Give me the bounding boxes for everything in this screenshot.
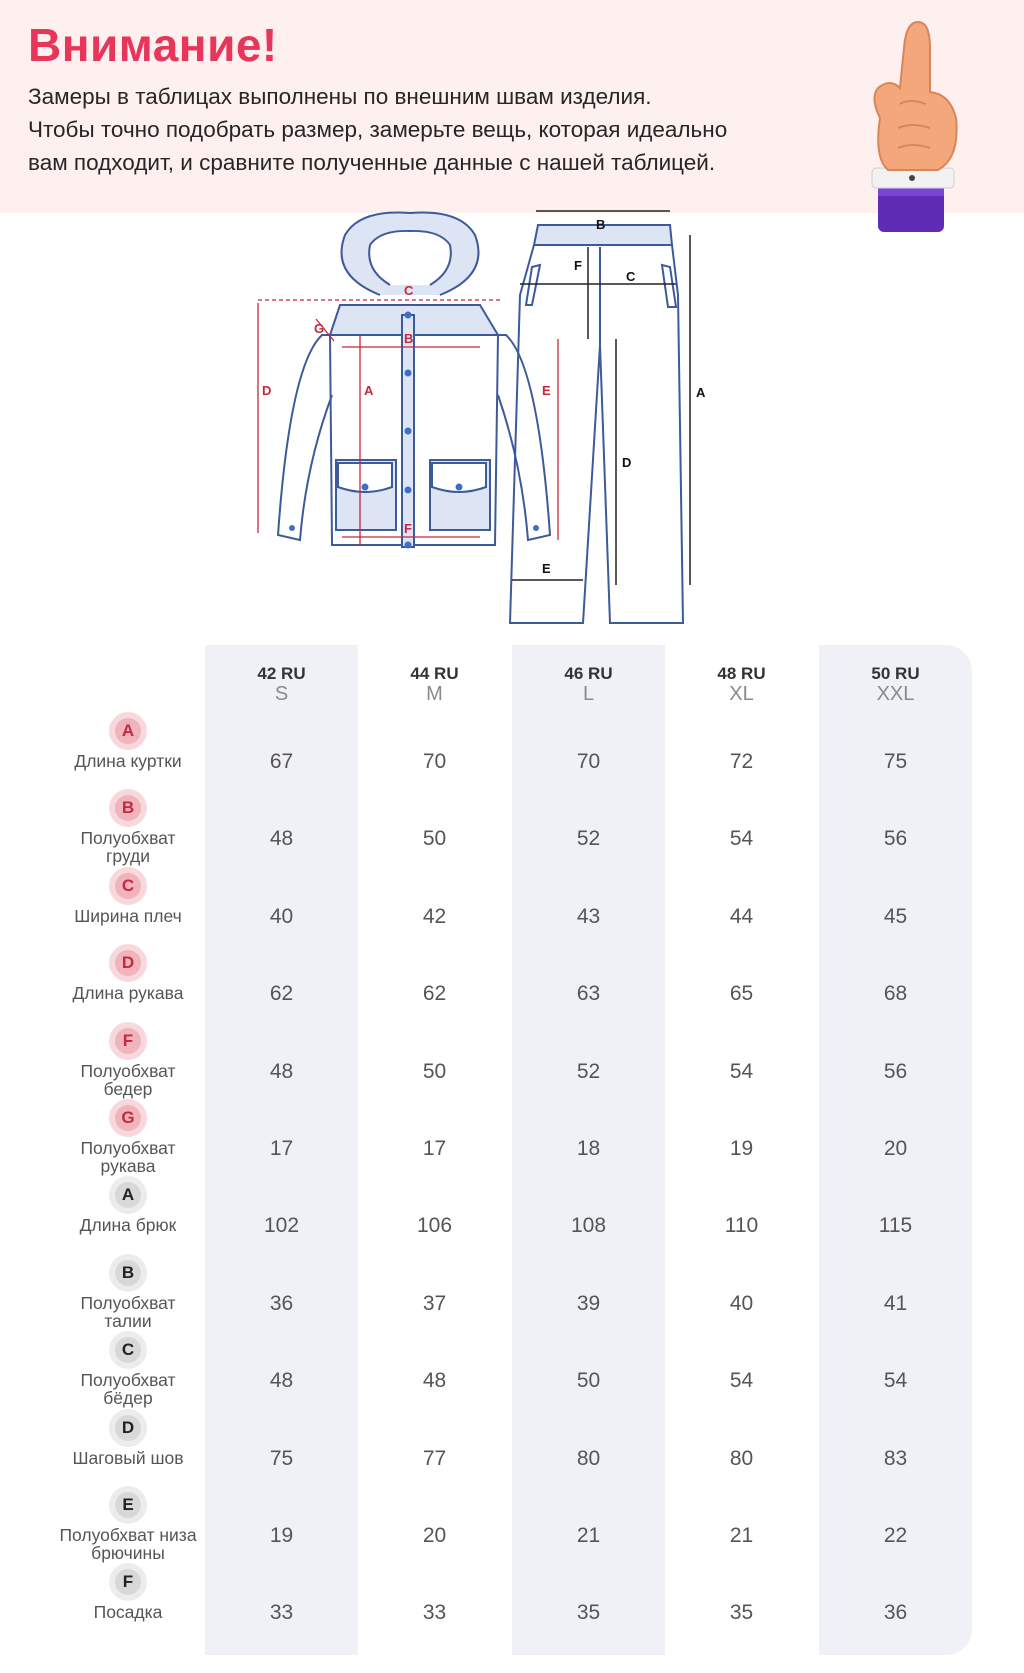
table-cell: 50 (422, 1059, 447, 1083)
table-cell: 63 (576, 982, 601, 1006)
table-cell: 65 (729, 982, 754, 1006)
table-cell: 20 (883, 1137, 908, 1160)
column-size-letter: L (582, 683, 595, 705)
measurement-name: Полуобхват талии (80, 1292, 176, 1331)
table-cell: 19 (269, 1524, 294, 1547)
measurement-letter-badge (109, 712, 147, 750)
table-cell: 19 (729, 1137, 754, 1160)
table-cell: 42 (422, 904, 447, 928)
column-size-ru: 42 RU (257, 664, 306, 683)
table-cell: 40 (269, 904, 294, 928)
measurement-letter: E (115, 1492, 141, 1518)
table-cell: 62 (269, 982, 294, 1006)
measurement-letter: G (115, 1105, 141, 1131)
pants-label-a: A (696, 385, 706, 400)
jacket-label-a: A (364, 383, 374, 398)
table-cell: 44 (729, 904, 754, 928)
table-cell: 35 (576, 1601, 601, 1625)
pants-label-c: C (626, 269, 636, 284)
measurement-letter: A (115, 718, 141, 744)
measurement-name: Полуобхват бёдер (80, 1370, 176, 1409)
measurement-letter: D (115, 950, 141, 976)
table-cell: 67 (269, 750, 294, 773)
table-cell: 43 (576, 904, 601, 928)
pants-label-d: D (622, 455, 632, 470)
measurement-name: Ширина плеч (74, 905, 182, 926)
table-cell: 108 (570, 1214, 607, 1238)
row-label (58, 789, 198, 865)
measurement-name: Полуобхват груди (80, 828, 176, 867)
table-cell: 54 (729, 1059, 754, 1083)
measurement-letter: A (115, 1182, 141, 1208)
notice-line-2: Чтобы точно подобрать размер, замерьте вещь, которая идеально (28, 117, 728, 142)
jacket-outline (278, 212, 550, 547)
measurement-name: Шаговый шов (72, 1447, 184, 1468)
measurement-name: Длина брюк (79, 1215, 177, 1236)
measurement-letter: F (115, 1028, 141, 1054)
column-size-letter: XXL (876, 683, 915, 705)
measurement-letter-badge (109, 1486, 147, 1524)
jacket-label-c: C (404, 283, 414, 298)
table-cell: 54 (883, 1369, 908, 1393)
measurement-name: Длина куртки (74, 751, 182, 771)
measurement-name: Полуобхват рукава (80, 1138, 176, 1176)
table-cell: 75 (269, 1446, 294, 1470)
column-size-letter: XL (729, 683, 754, 705)
table-cell: 36 (269, 1291, 294, 1315)
table-cell: 68 (883, 982, 908, 1006)
row-label (58, 712, 198, 770)
table-cell: 48 (269, 827, 294, 851)
measurement-letter-badge (109, 1176, 147, 1214)
jacket-label-b: B (404, 331, 414, 346)
table-cell: 83 (883, 1446, 908, 1470)
table-cell: 70 (576, 750, 601, 773)
measurement-name: Длина рукава (72, 983, 184, 1004)
table-cell: 41 (883, 1291, 908, 1315)
measurement-name: Полуобхват низа брючины (59, 1525, 197, 1563)
table-cell: 33 (269, 1601, 294, 1625)
measurement-letter-badge (109, 1022, 147, 1060)
measurement-letter-badge (109, 1409, 147, 1447)
row-label (58, 944, 198, 1002)
column-size-ru: 44 RU (410, 664, 459, 683)
row-label (58, 1176, 198, 1234)
pointing-hand-icon (864, 18, 974, 236)
table-cell: 77 (422, 1446, 447, 1470)
pants-label-f: F (574, 258, 582, 273)
row-label (58, 1331, 198, 1407)
column-header (819, 664, 972, 704)
table-cell: 20 (422, 1524, 447, 1547)
measurement-letter-badge (109, 944, 147, 982)
column-header (665, 664, 818, 704)
table-cell: 56 (883, 827, 908, 851)
row-label (58, 1254, 198, 1330)
table-cell: 21 (576, 1524, 601, 1547)
table-cell: 56 (883, 1059, 908, 1083)
table-cell: 17 (269, 1137, 294, 1160)
row-label (58, 1486, 198, 1562)
table-cell: 54 (729, 1369, 754, 1393)
measurement-diagram (262, 215, 750, 630)
table-cell: 45 (883, 904, 908, 928)
row-label (58, 1099, 198, 1175)
table-cell: 35 (729, 1601, 754, 1625)
measurement-letter-badge (109, 1563, 147, 1601)
table-cell: 33 (422, 1601, 447, 1625)
measurement-letter: C (115, 873, 141, 899)
measurement-letter-badge (109, 1254, 147, 1292)
measurement-letter: B (115, 795, 141, 821)
table-cell: 75 (883, 750, 908, 773)
measurement-letter-badge (109, 867, 147, 905)
measurement-name: Полуобхват бедер (80, 1060, 176, 1099)
jacket-label-e: E (542, 383, 551, 398)
notice-text (28, 80, 808, 179)
notice-line-1: Замеры в таблицах выполнены по внешним швам изделия. (28, 84, 652, 109)
row-label (58, 1022, 198, 1098)
table-cell: 50 (422, 827, 447, 851)
table-cell: 21 (729, 1524, 754, 1547)
measurement-letter-badge (109, 1099, 147, 1137)
table-cell: 39 (576, 1291, 601, 1315)
table-cell: 48 (269, 1369, 294, 1393)
column-size-ru: 48 RU (717, 664, 766, 683)
row-label (58, 867, 198, 925)
table-cell: 48 (269, 1059, 294, 1083)
table-cell: 36 (883, 1601, 908, 1625)
measurement-letter: D (115, 1415, 141, 1441)
table-cell: 72 (729, 750, 754, 773)
measurement-name: Посадка (93, 1602, 163, 1623)
column-size-letter: M (426, 683, 443, 705)
table-cell: 80 (729, 1446, 754, 1470)
table-cell: 17 (422, 1137, 447, 1160)
table-cell: 48 (422, 1369, 447, 1393)
table-cell: 70 (422, 750, 447, 773)
pants-label-b: B (596, 217, 606, 232)
jacket-label-f: F (404, 521, 412, 536)
measurement-letter-badge (109, 1331, 147, 1369)
measurement-letter-badge (109, 789, 147, 827)
measurement-letter: F (115, 1569, 141, 1595)
table-cell: 62 (422, 982, 447, 1006)
row-label (58, 1563, 198, 1621)
table-cell: 40 (729, 1291, 754, 1315)
table-cell: 115 (878, 1214, 913, 1238)
measurement-letter: B (115, 1260, 141, 1286)
column-header (358, 664, 511, 704)
column-header (205, 664, 358, 704)
notice-line-3: вам подходит, и сравните полученные данные с нашей таблицей. (28, 150, 716, 175)
table-cell: 22 (883, 1524, 908, 1547)
table-cell: 110 (724, 1214, 759, 1238)
measurement-letter: C (115, 1337, 141, 1363)
column-size-letter: S (274, 683, 289, 705)
table-cell: 52 (576, 1059, 601, 1083)
pants-label-e: E (542, 561, 551, 576)
column-header (512, 664, 665, 704)
row-label (58, 1409, 198, 1467)
column-size-ru: 46 RU (564, 664, 613, 683)
notice-title: Внимание! (28, 19, 278, 71)
jacket-label-g: G (314, 321, 325, 336)
column-size-ru: 50 RU (871, 664, 920, 683)
table-cell: 54 (729, 827, 754, 851)
table-cell: 37 (422, 1291, 447, 1315)
table-cell: 52 (576, 827, 601, 851)
table-cell: 106 (416, 1214, 453, 1238)
table-cell: 18 (576, 1137, 601, 1160)
jacket-label-d: D (262, 383, 272, 398)
table-cell: 102 (263, 1214, 300, 1238)
table-cell: 50 (576, 1369, 601, 1393)
table-cell: 80 (576, 1446, 601, 1470)
